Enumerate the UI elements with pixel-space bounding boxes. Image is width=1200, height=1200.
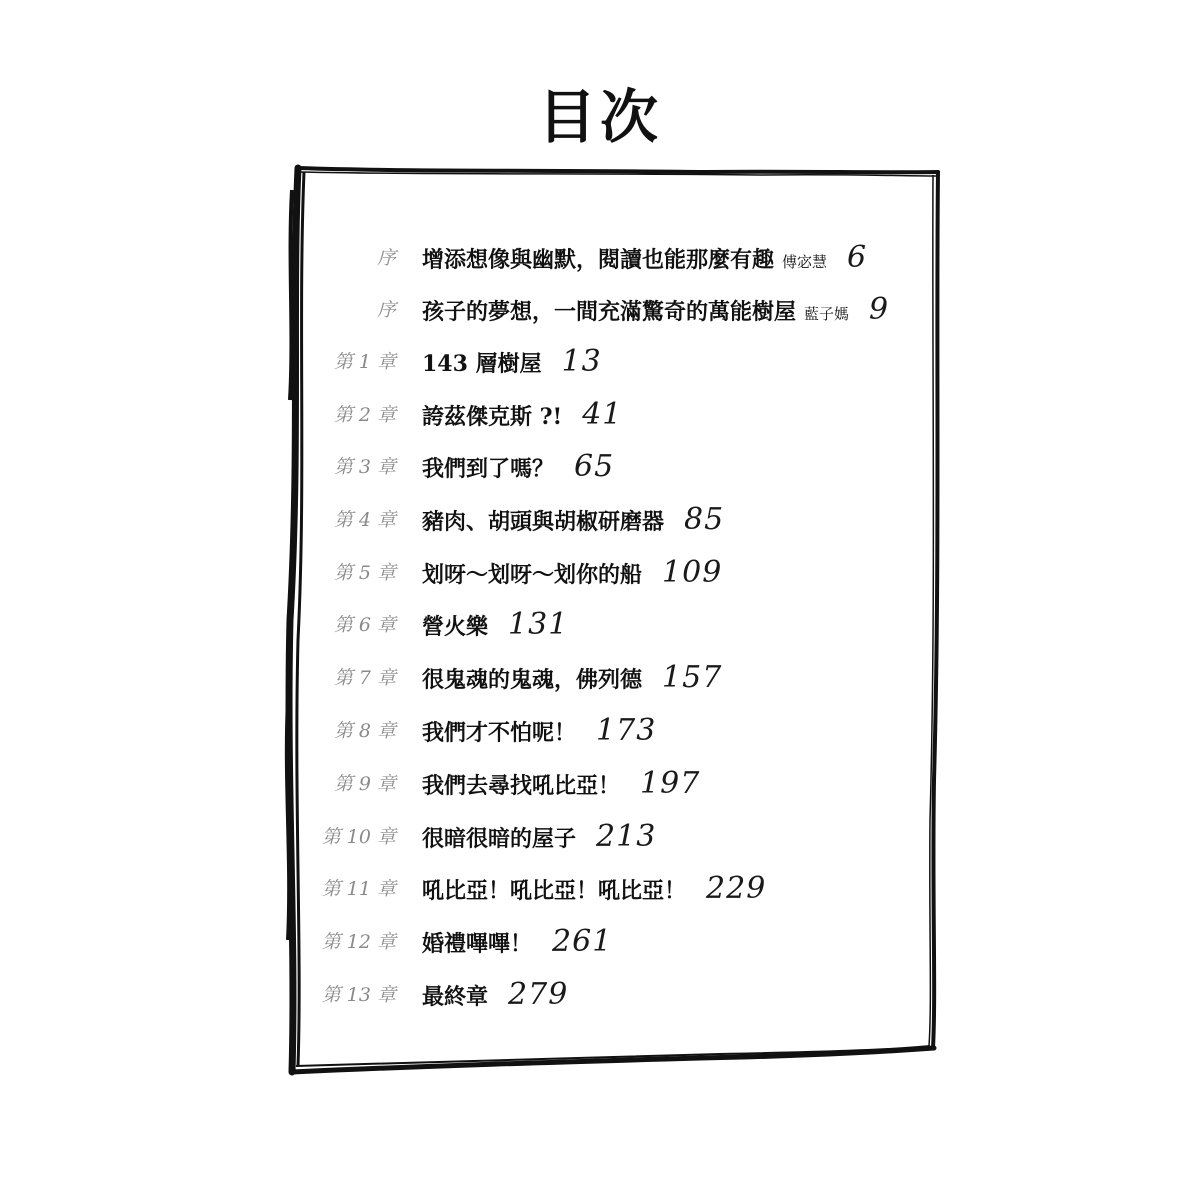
- toc-page-number: 41: [582, 397, 623, 432]
- toc-label: 第 3 章: [333, 456, 396, 478]
- toc-label: 第 11 章: [321, 878, 396, 900]
- page-title: 目次: [537, 83, 662, 151]
- toc-label: 第 5 章: [333, 562, 396, 584]
- toc-label: 第 1 章: [333, 351, 396, 373]
- toc-page-number: 261: [552, 924, 613, 959]
- toc-item[interactable]: [0, 920, 1200, 964]
- toc-title: 吼比亞！吼比亞！吼比亞！: [422, 878, 687, 904]
- toc-item[interactable]: [0, 973, 1200, 1017]
- toc-page-number: 65: [574, 449, 615, 484]
- toc-label: 第 9 章: [333, 773, 396, 795]
- toc-item[interactable]: [0, 445, 1200, 489]
- toc-page-number: 9: [869, 292, 890, 327]
- toc-page-number: 157: [662, 660, 723, 695]
- toc-title: 誇茲傑克斯 ?!: [422, 404, 563, 430]
- toc-page-number: 229: [706, 871, 767, 906]
- toc-label: 第 13 章: [321, 984, 396, 1006]
- toc-page-number: 109: [662, 555, 723, 590]
- toc-title: 增添想像與幽默，閱讀也能那麼有趣: [422, 247, 775, 273]
- toc-page-number: 6: [847, 240, 868, 275]
- toc-item[interactable]: [0, 603, 1200, 647]
- toc-title: 143 層樹屋: [422, 351, 542, 377]
- toc-label: 第 7 章: [333, 667, 396, 689]
- toc-item[interactable]: [0, 762, 1200, 806]
- toc-item[interactable]: [0, 340, 1200, 384]
- toc-page-number: 85: [684, 502, 725, 537]
- toc-page-number: 173: [596, 713, 657, 748]
- toc-item[interactable]: [0, 393, 1200, 437]
- toc-item[interactable]: [0, 815, 1200, 859]
- toc-title: 我們到了嗎？: [422, 456, 555, 482]
- toc-item[interactable]: [0, 867, 1200, 911]
- toc-item[interactable]: [0, 551, 1200, 595]
- toc-item[interactable]: [0, 498, 1200, 542]
- toc-label: 第 6 章: [333, 614, 396, 636]
- toc-title: 很鬼魂的鬼魂，佛列德: [422, 667, 643, 693]
- toc-page-number: 197: [640, 766, 701, 801]
- toc-label: 第 12 章: [321, 931, 396, 953]
- toc-label: 第 10 章: [321, 826, 396, 848]
- toc-title: 孩子的夢想，一間充滿驚奇的萬能樹屋: [422, 299, 797, 325]
- toc-title: 最終章: [422, 984, 489, 1010]
- toc-title: 婚禮嗶嗶！: [422, 931, 533, 957]
- toc-label: 第 4 章: [333, 509, 396, 531]
- toc-item[interactable]: [0, 236, 1200, 280]
- toc-title: 營火樂: [422, 614, 489, 640]
- toc-author: 傅宓慧: [782, 253, 828, 271]
- toc-page-number: 13: [561, 344, 602, 379]
- toc-label: 第 8 章: [333, 720, 396, 742]
- toc-title: 划呀～划呀～划你的船: [422, 562, 643, 588]
- toc-title: 我們才不怕呢！: [422, 720, 577, 746]
- toc-label: 第 2 章: [333, 404, 396, 426]
- toc-title: 豬肉、胡頭與胡椒研磨器: [422, 509, 665, 535]
- toc-item[interactable]: [0, 656, 1200, 700]
- toc-page-number: 213: [596, 819, 657, 854]
- toc-label: 序: [376, 247, 396, 269]
- toc-title: 很暗很暗的屋子: [422, 826, 577, 852]
- toc-title: 我們去尋找吼比亞！: [422, 773, 621, 799]
- toc-item[interactable]: [0, 288, 1200, 332]
- toc-page-number: 131: [508, 607, 569, 642]
- toc-page-number: 279: [508, 977, 569, 1012]
- toc-item[interactable]: [0, 709, 1200, 753]
- toc-author: 藍子媽: [804, 305, 850, 323]
- toc-label: 序: [376, 299, 396, 321]
